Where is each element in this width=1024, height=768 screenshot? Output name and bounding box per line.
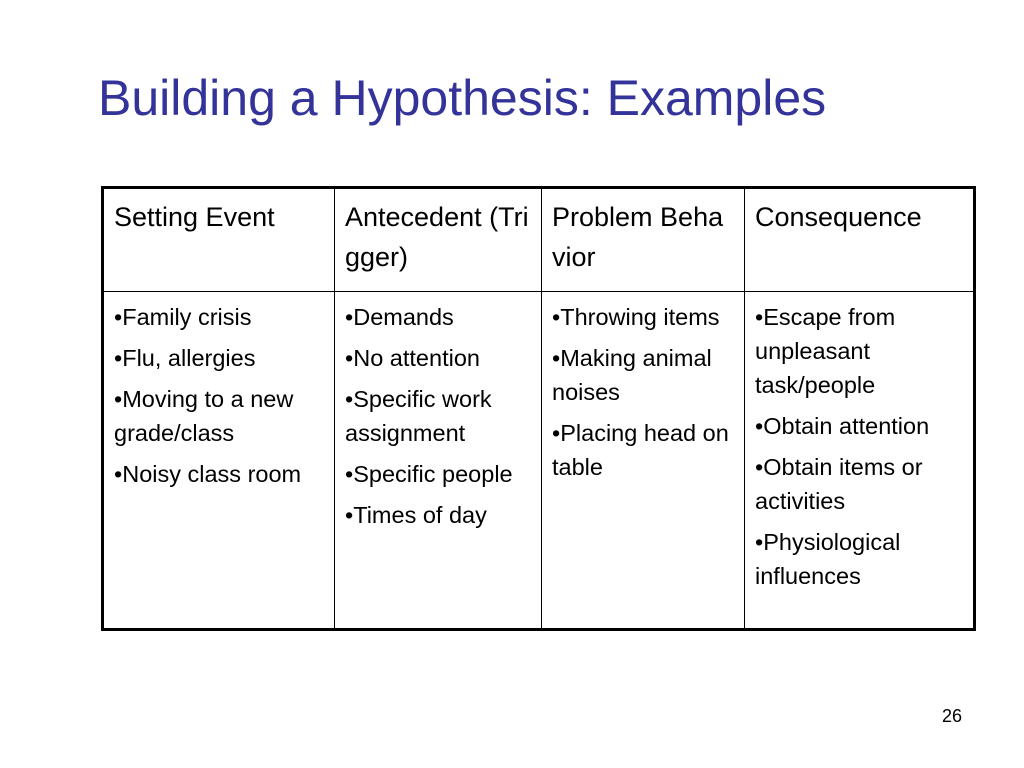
table-header-row xyxy=(103,188,975,292)
hypothesis-table xyxy=(101,186,976,631)
header-setting-event: Setting Event xyxy=(103,188,335,292)
list-item: •Obtain items or activities xyxy=(755,454,923,514)
list-item: •Flu, allergies xyxy=(114,345,256,371)
slide-title: Building a Hypothesis: Examples xyxy=(98,70,827,126)
list-item: •Family crisis xyxy=(114,304,252,330)
list-item: •No attention xyxy=(345,345,480,371)
list-item: •Times of day xyxy=(345,502,487,528)
list-item: •Specific people xyxy=(345,461,513,487)
list-item: •Demands xyxy=(345,304,454,330)
cell-problem-behavior xyxy=(542,292,745,630)
header-antecedent: Antecedent (Trigger) xyxy=(335,188,542,292)
list-item: •Placing head on table xyxy=(552,420,729,480)
cell-consequence xyxy=(745,292,975,630)
hypothesis-table-container xyxy=(101,186,976,631)
cell-antecedent xyxy=(335,292,542,630)
list-item: •Noisy class room xyxy=(114,461,302,487)
list-item: •Throwing items xyxy=(552,304,720,330)
table-row xyxy=(103,292,975,630)
list-item: •Making animal noises xyxy=(552,345,712,405)
header-consequence: Consequence xyxy=(745,188,975,292)
list-item: •Escape from unpleasant task/people xyxy=(755,304,896,398)
cell-setting-event xyxy=(103,292,335,630)
header-problem-behavior: Problem Behavior xyxy=(542,188,745,292)
list-item: •Specific work assignment xyxy=(345,386,492,446)
page-number: 26 xyxy=(941,706,962,726)
list-item: •Moving to a new grade/class xyxy=(114,386,294,446)
list-item: •Obtain attention xyxy=(755,413,930,439)
list-item: •Physiological influences xyxy=(755,529,901,589)
